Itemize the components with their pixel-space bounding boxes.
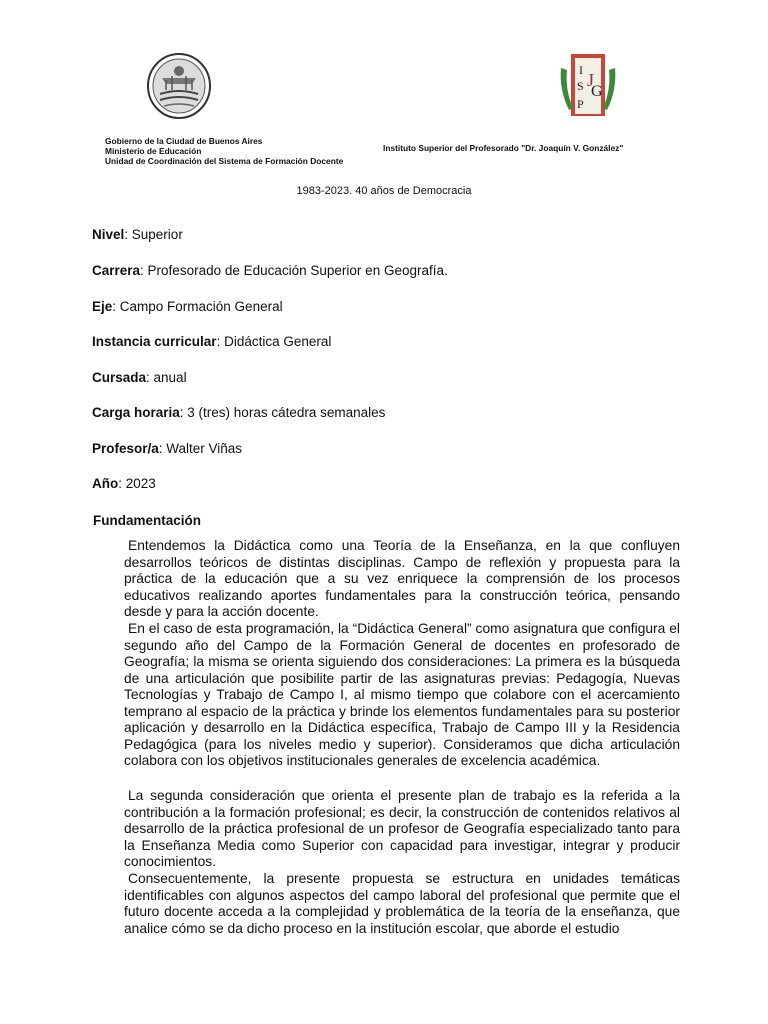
government-line: Gobierno de la Ciudad de Buenos Aires (105, 136, 263, 146)
logo-letter-s: S (577, 79, 584, 93)
logo-letter-p: P (577, 97, 584, 111)
field-nivel (92, 227, 183, 242)
field-label: Profesor/a (92, 441, 159, 456)
institute-name: Instituto Superior del Profesorado "Dr. Joaquín V. González" (383, 143, 624, 153)
field-label: Eje (92, 299, 113, 314)
paragraph: Entendemos la Didáctica como una Teoría de la Enseñanza, en la que confluyen desarrollos teóricos de distintas disciplinas. Campo de reflexión y propuesta para la práctica de la educación que a su vez enriquece la comprensión de los procesos educativos realizando aportes fundamentales para la construcción teórica, pensando desde y para la acción docente. (124, 538, 680, 619)
field-label: Instancia curricular (92, 334, 217, 349)
field-label: Cursada (92, 370, 147, 385)
field-carga-horaria (92, 405, 385, 420)
field-cursada (92, 370, 187, 385)
field-value: : Profesorado de Educación Superior en Geografía. (140, 263, 448, 278)
field-label: Nivel (92, 227, 125, 242)
logo-letter-j: J (587, 70, 595, 90)
field-value: : Walter Viñas (158, 441, 243, 456)
field-label: Carrera (92, 263, 141, 278)
field-value: : Didáctica General (216, 334, 332, 349)
field-label: Año (92, 476, 119, 491)
section-title-fundamentacion: Fundamentación (93, 513, 202, 528)
field-anio (92, 476, 156, 491)
field-profesor (92, 441, 242, 456)
institute-logo (557, 50, 619, 122)
field-eje (92, 299, 283, 314)
paragraph: En el caso de esta programación, la “Didáctica General” como asignatura que configura el segundo año del Campo de la Formación General de docentes en profesorado de Geografía; la misma se orienta siguiendo dos consideraciones: La primera es la búsqueda de una articulación que posibilite partir de las asignaturas previas: Pedagogía, Nuevas Tecnologías y Trabajo de Campo I, al mismo tiempo que colabore con el acercamiento temprano al espacio de la práctica y brinde los elementos fundamentales para su posterior aplicación y desarrollo en la Didáctica específica, Trabajo de Campo III y la Residencia Pedagógica (para los niveles medio y superior). Consideramos que dicha articulación colabora con los objetivos institucionales generales de excelencia académica. (124, 621, 680, 768)
paragraph: La segunda consideración que orienta el presente plan de trabajo es la referida a la contribución a la formación profesional; es decir, la construcción de contenidos relativos al desarrollo de la práctica profesional de un profesor de Geografía especializado tanto para la Enseñanza Media como Superior con capacidad para investigar, integrar y producir conocimientos. (124, 788, 680, 869)
city-seal-logo (146, 52, 212, 120)
field-instancia-curricular (92, 334, 331, 349)
anniversary-line: 1983-2023. 40 años de Democracia (296, 185, 472, 197)
field-label: Carga horaria (92, 405, 180, 420)
government-header (105, 136, 343, 166)
field-value: : Campo Formación General (112, 299, 283, 314)
field-value: : anual (146, 370, 187, 385)
logo-letter-g: G (591, 83, 603, 100)
logo-letter-i: I (579, 63, 583, 77)
field-value: : 2023 (118, 476, 156, 491)
unit-line: Unidad de Coordinación del Sistema de Formación Docente (105, 156, 344, 166)
paragraph: Consecuentemente, la presente propuesta se estructura en unidades temáticas identificables con algunos aspectos del campo laboral del profesional que permite que el futuro docente acceda a la complejidad y problemática de la teoría de la enseñanza, que analice cómo se da dicho proceso en la institución escolar, que aborde el estudio (124, 871, 680, 936)
ministry-line: Ministerio de Educación (105, 146, 202, 156)
field-value: : 3 (tres) horas cátedra semanales (179, 405, 386, 420)
field-value: : Superior (124, 227, 183, 242)
field-carrera (92, 263, 448, 278)
